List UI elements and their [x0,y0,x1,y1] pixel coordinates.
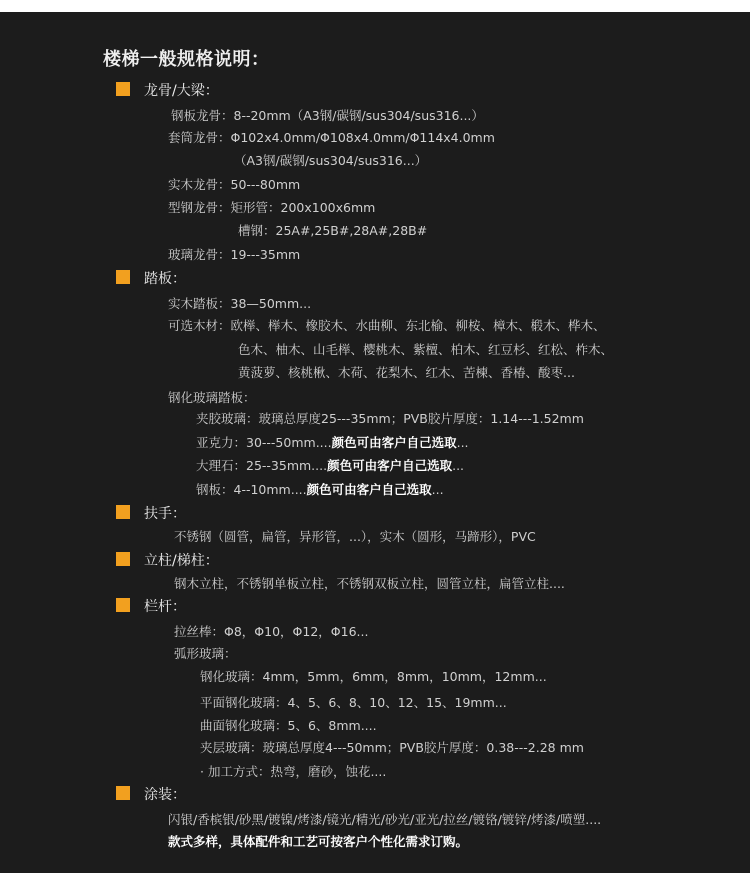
section-heading-railing: 栏杆： [144,599,186,615]
keel-sleeve: 套筒龙骨：Φ102x4.0mm/Φ108x4.0mm/Φ114x4.0mm [168,130,495,145]
post-text: 钢木立柱，不锈钢单板立柱，不锈钢双板立柱，圆管立柱，扁管立柱.... [174,576,565,591]
page-title: 楼梯一般规格说明： [103,49,270,70]
tread-laminated-glass: 夹胶玻璃：玻璃总厚度25---35mm；PVB胶片厚度：1.14---1.52mm [196,411,584,426]
section-heading-tread: 踏板： [144,271,186,287]
railing-laminated-glass: 夹层玻璃：玻璃总厚度4---50mm；PVB胶片厚度：0.38---2.28 mm [200,740,584,755]
section-heading-keel: 龙骨/大梁： [144,83,219,99]
bottom-white-strip [0,873,750,894]
bullet-square-icon [116,598,130,612]
railing-rod: 拉丝棒：Φ8，Φ10，Φ12，Φ16... [174,624,369,639]
keel-solid-wood: 实木龙骨：50---80mm [168,177,301,192]
bullet-square-icon [116,82,130,96]
railing-flat-tempered: 平面钢化玻璃：4、5、6、8、10、12、15、19mm... [200,695,507,710]
keel-steel-plate: 钢板龙骨：8--20mm（A3钢/碳钢/sus304/sus316...） [171,108,484,123]
section-heading-post: 立柱/梯柱： [144,553,219,569]
tread-wood-options: 可选木材：欧榉、榉木、橡胶木、水曲柳、东北榆、柳桉、樟木、椴木、桦木、 [168,318,606,333]
top-white-strip [0,0,750,12]
tread-steel-plate: 钢板：4--10mm....颜色可由客户自己选取... [196,482,444,497]
bullet-square-icon [116,786,130,800]
custom-order-note: 款式多样，具体配件和工艺可按客户个性化需求订购。 [168,834,469,849]
handrail-text: 不锈钢（圆管，扁管，异形管，...），实木（圆形，马蹄形），PVC [174,529,536,544]
tread-acrylic: 亚克力：30---50mm....颜色可由客户自己选取... [196,435,469,450]
section-heading-coating: 涂装： [144,787,186,803]
keel-sleeve-material: （A3钢/碳钢/sus304/sus316...） [234,153,428,168]
bullet-square-icon [116,270,130,284]
keel-glass: 玻璃龙骨：19---35mm [168,247,301,262]
railing-tempered-glass: 钢化玻璃：4mm，5mm，6mm，8mm，10mm，12mm... [200,669,547,684]
tread-tempered-glass: 钢化玻璃踏板： [168,390,256,405]
tread-wood-options-3: 黄菠萝、核桃楸、木荷、花梨木、红木、苦楝、香椿、酸枣... [238,365,575,380]
keel-channel-steel: 槽钢：25A#,25B#,28A#,28B# [238,223,428,238]
tread-solid-wood: 实木踏板：38—50mm... [168,296,312,311]
keel-profile-steel: 型钢龙骨：矩形管：200x100x6mm [168,200,376,215]
tread-marble: 大理石：25--35mm....颜色可由客户自己选取... [196,458,465,473]
railing-processing: · 加工方式：热弯，磨砂，蚀花.... [200,764,387,779]
section-heading-handrail: 扶手： [144,506,186,522]
coating-text: 闪银/香槟银/砂黑/镀镍/烤漆/镜光/精光/砂光/亚光/拉丝/镀铬/镀锌/烤漆/喷塑.... [168,812,602,827]
bullet-square-icon [116,505,130,519]
railing-curved-tempered: 曲面钢化玻璃：5、6、8mm.... [200,718,377,733]
railing-curved-glass: 弧形玻璃： [174,646,237,661]
tread-wood-options-2: 色木、柚木、山毛榉、樱桃木、紫檀、柏木、红豆杉、红松、柞木、 [238,342,614,357]
bullet-square-icon [116,552,130,566]
